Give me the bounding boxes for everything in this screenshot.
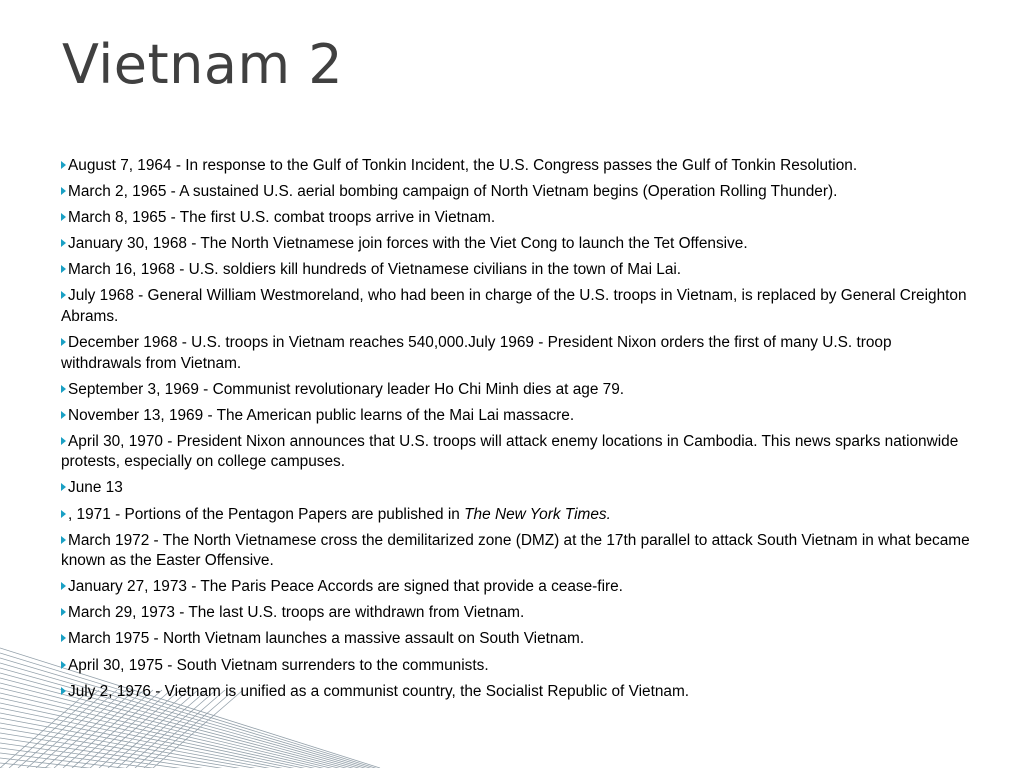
bullet-item (61, 156, 971, 177)
hatch-line (0, 708, 380, 768)
bullet-text: March 29, 1973 - The last U.S. troops are withdrawn from Vietnam. (68, 604, 525, 622)
bullet-item (61, 505, 971, 526)
triangle-right-icon (61, 608, 66, 616)
bullet-text: December 1968 - U.S. troops in Vietnam reaches 540,000.July 1969 - President Nixon orders the first of many U.S. troop withdrawals from Vietnam. (61, 334, 892, 372)
hatch-line (0, 713, 380, 768)
hatch-line (0, 753, 380, 768)
bullet-text: July 2, 1976 - Vietnam is unified as a communist country, the Socialist Republic of Vietnam. (68, 682, 690, 700)
triangle-right-icon (61, 411, 66, 419)
bullet-italic-text: The New York Times. (464, 505, 611, 523)
bullet-item (61, 406, 971, 427)
bullet-item (61, 333, 971, 374)
hatch-line (0, 748, 380, 768)
triangle-right-icon (61, 291, 66, 299)
bullet-item (61, 380, 971, 401)
triangle-right-icon (61, 582, 66, 590)
bullet-text: March 1972 - The North Vietnamese cross the demilitarized zone (DMZ) at the 17th parallel to attack South Vietnam in what became known as the Easter Offensive. (61, 531, 970, 570)
hatch-line (0, 703, 380, 768)
bullet-item (61, 531, 971, 572)
triangle-right-icon (61, 510, 66, 518)
triangle-right-icon (61, 385, 66, 393)
bullet-text: July 1968 - General William Westmoreland, who had been in charge of the U.S. troops in Vietnam, is replaced by General Creighton Abrams. (61, 287, 967, 325)
triangle-right-icon (61, 213, 66, 221)
triangle-right-icon (61, 239, 66, 247)
hatch-line (0, 733, 380, 768)
bullet-item (61, 208, 971, 229)
bullet-item (61, 432, 971, 473)
bullet-item (61, 234, 971, 255)
bullet-text: March 16, 1968 - U.S. soldiers kill hundreds of Vietnamese civilians in the town of Mai Lai. (68, 261, 682, 279)
bullet-text: March 1975 - North Vietnam launches a massive assault on South Vietnam. (68, 630, 585, 648)
triangle-right-icon (61, 536, 66, 544)
bullet-text: August 7, 1964 - In response to the Gulf of Tonkin Incident, the U.S. Congress passes the Gulf of Tonkin Resolution. (68, 157, 858, 174)
bullet-item (61, 478, 971, 499)
bullet-text: November 13, 1969 - The American public learns of the Mai Lai massacre. (68, 406, 575, 424)
triangle-right-icon (61, 661, 66, 669)
bullet-text: April 30, 1970 - President Nixon announces that U.S. troops will attack enemy locations in Cambodia. This news sparks nationwide protests, especially on college campuses. (61, 432, 959, 471)
hatch-line (0, 738, 380, 768)
bullet-text: March 8, 1965 - The first U.S. combat troops arrive in Vietnam. (68, 209, 496, 227)
triangle-right-icon (61, 687, 66, 695)
hatch-line (0, 698, 380, 768)
bullet-list (61, 156, 971, 708)
hatch-line (0, 758, 380, 768)
bullet-item (61, 182, 971, 203)
bullet-text: January 30, 1968 - The North Vietnamese join forces with the Viet Cong to launch the Tet Offensive. (68, 235, 748, 253)
triangle-right-icon (61, 634, 66, 642)
hatch-line (0, 743, 380, 768)
bullet-item (61, 260, 971, 281)
triangle-right-icon (61, 437, 66, 445)
bullet-text: , 1971 - Portions of the Pentagon Papers are published in (68, 505, 465, 523)
triangle-right-icon (61, 265, 66, 273)
hatch-line (0, 718, 380, 768)
bullet-item (61, 286, 971, 327)
bullet-item (61, 682, 971, 703)
triangle-right-icon (61, 161, 66, 169)
bullet-text: September 3, 1969 - Communist revolutionary leader Ho Chi Minh dies at age 79. (68, 380, 625, 398)
triangle-right-icon (61, 187, 66, 195)
triangle-right-icon (61, 338, 66, 346)
bullet-item (61, 629, 971, 650)
bullet-item (61, 656, 971, 677)
hatch-line (0, 763, 380, 768)
hatch-line (0, 723, 380, 768)
slide-title: Vietnam 2 (62, 33, 344, 96)
bullet-item (61, 603, 971, 624)
hatch-line (0, 728, 380, 768)
bullet-text: January 27, 1973 - The Paris Peace Accords are signed that provide a cease-fire. (68, 578, 623, 596)
bullet-text: March 2, 1965 - A sustained U.S. aerial bombing campaign of North Vietnam begins (Operation Rolling Thunder). (68, 183, 838, 201)
bullet-text: June 13 (68, 479, 123, 497)
bullet-text: April 30, 1975 - South Vietnam surrenders to the communists. (68, 656, 489, 674)
triangle-right-icon (61, 483, 66, 491)
bullet-item (61, 577, 971, 598)
